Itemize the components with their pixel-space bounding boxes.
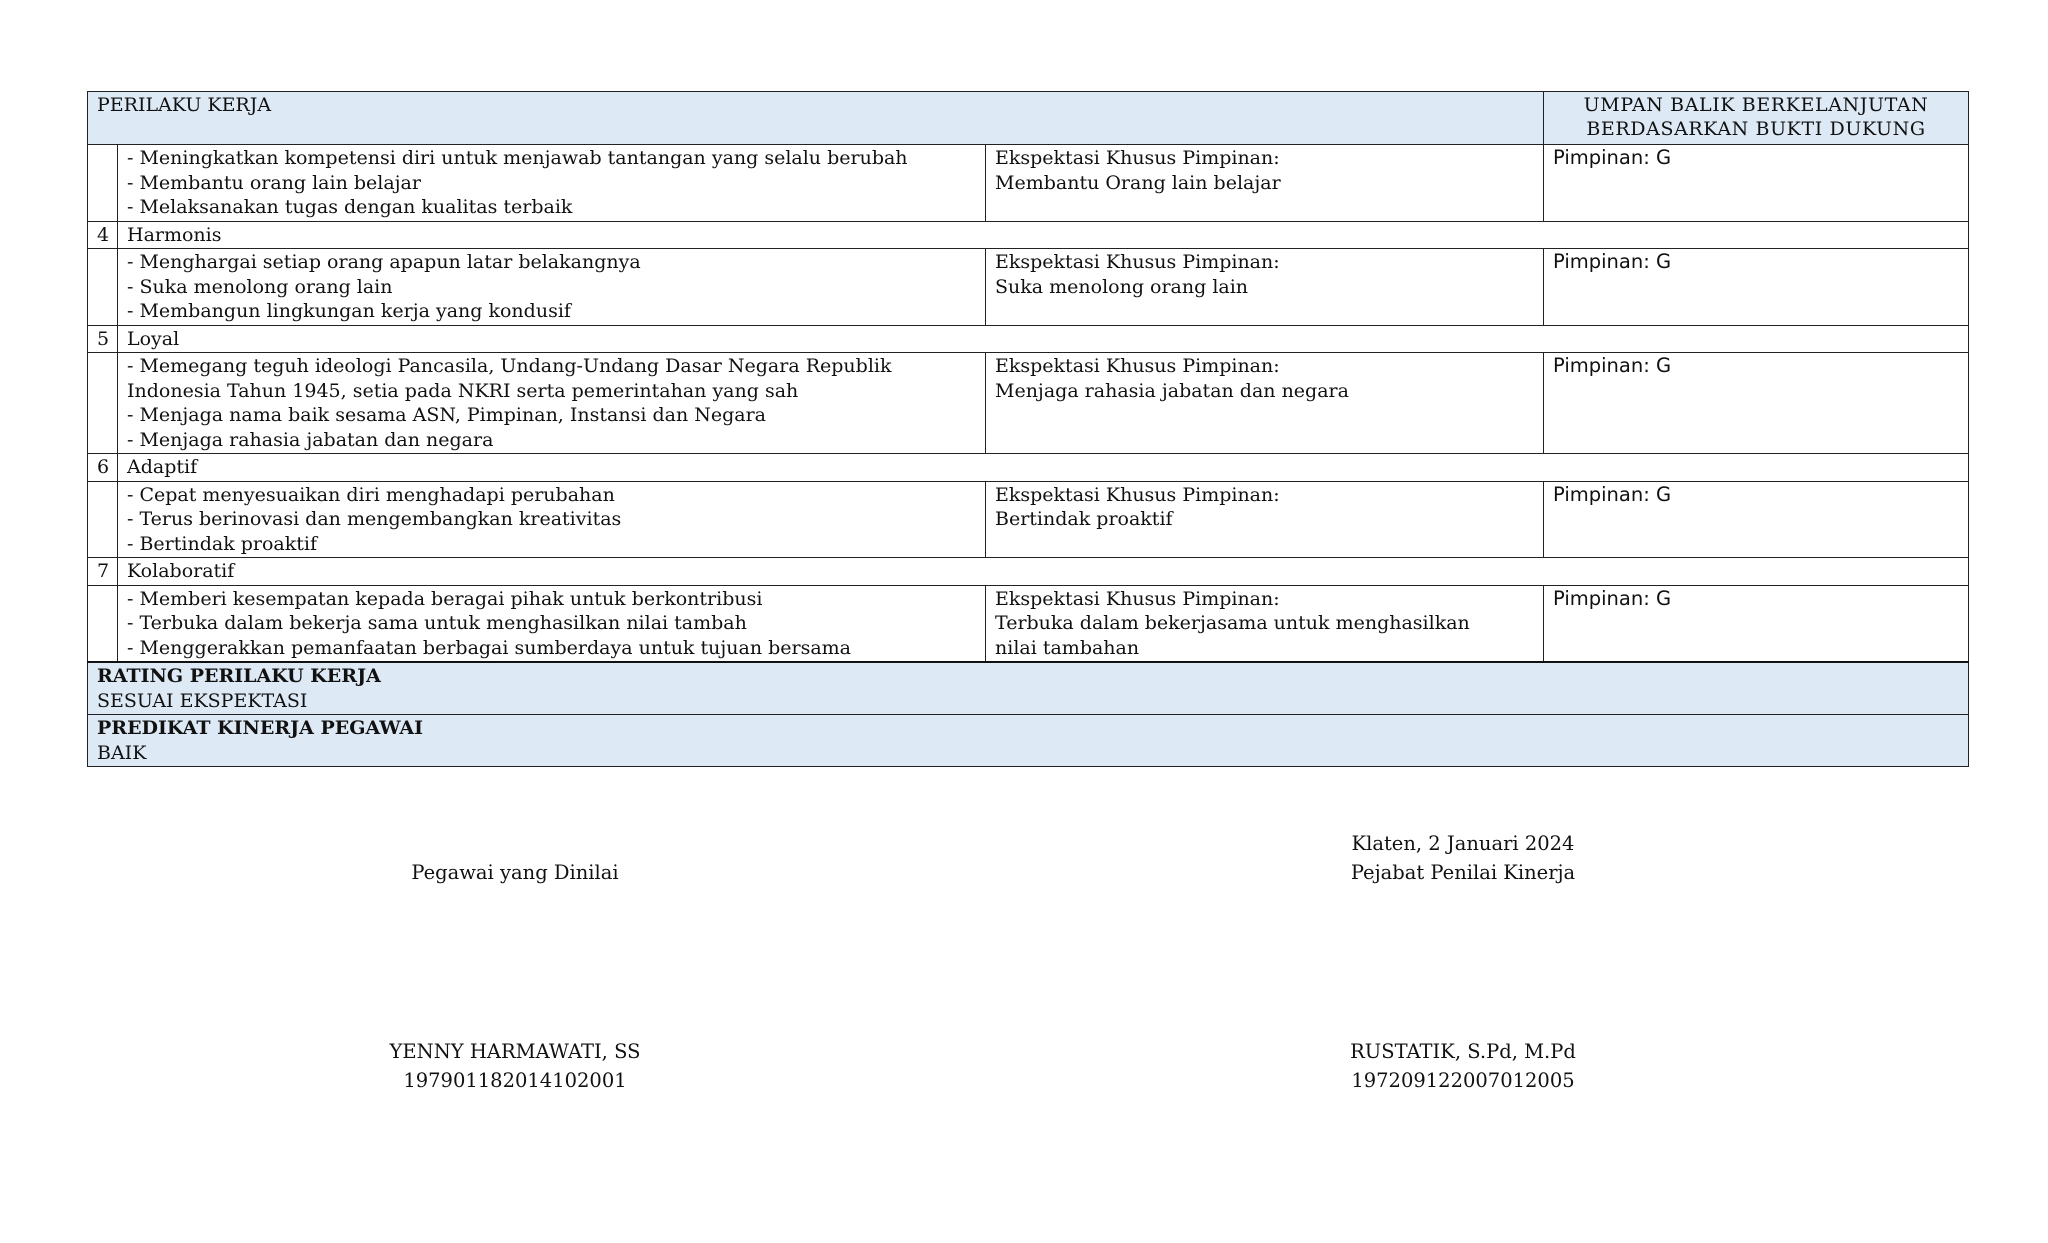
expectation-text: nilai tambahan [995, 636, 1140, 659]
feedback-cell: Pimpinan: G [1544, 481, 1969, 558]
behavior-detail-row [88, 145, 1969, 222]
number-cell [88, 585, 118, 662]
feedback-cell: Pimpinan: G [1544, 249, 1969, 326]
expectation-text: Menjaga rahasia jabatan dan negara [995, 379, 1349, 402]
behavior-item: - Menggerakkan pemanfaatan berbagai sumberdaya untuk tujuan bersama [127, 636, 852, 659]
behavior-item: - Terus berinovasi dan mengembangkan kreativitas [127, 508, 622, 530]
predikat-cell [88, 715, 1969, 767]
section-title-row [88, 454, 1969, 482]
section-number: 6 [88, 454, 118, 482]
behavior-items-cell [118, 249, 986, 326]
expectation-text: Suka menolong orang lain [995, 275, 1249, 298]
predikat-row [88, 715, 1969, 767]
behavior-item: - Memberi kesempatan kepada beragai pihak untuk berkontribusi [127, 587, 763, 610]
expectation-cell [986, 585, 1544, 662]
place-date: Klaten, 2 Januari 2024 [1351, 832, 1575, 855]
expectation-text: Bertindak proaktif [995, 508, 1173, 530]
behavior-items-cell [118, 145, 986, 222]
section-title: Adaptif [118, 454, 1969, 482]
number-cell [88, 353, 118, 454]
section-number: 7 [88, 558, 118, 586]
behavior-detail-row [88, 249, 1969, 326]
expectation-cell [986, 481, 1544, 558]
behavior-item: - Membantu orang lain belajar [127, 171, 421, 194]
behavior-item: - Menjaga rahasia jabatan dan negara [127, 428, 494, 451]
section-title: Loyal [118, 325, 1969, 353]
behavior-items-cell [118, 585, 986, 662]
number-cell [88, 145, 118, 222]
behavior-item: - Melaksanakan tugas dengan kualitas terbaik [127, 196, 573, 218]
rating-cell [88, 662, 1969, 715]
predikat-label: PREDIKAT KINERJA PEGAWAI [97, 717, 424, 739]
right-signer-role: Pejabat Penilai Kinerja [1350, 861, 1576, 884]
behavior-detail-row [88, 481, 1969, 558]
section-title: Harmonis [118, 221, 1969, 249]
behavior-item: - Memegang teguh ideologi Pancasila, Undang-Undang Dasar Negara Republik [127, 355, 892, 377]
section-number: 4 [88, 221, 118, 249]
feedback-cell: Pimpinan: G [1544, 353, 1969, 454]
number-cell [88, 249, 118, 326]
behavior-item: - Bertindak proaktif [127, 532, 318, 555]
behavior-detail-row [88, 585, 1969, 662]
expectation-label: Ekspektasi Khusus Pimpinan: [995, 587, 1280, 610]
section-number: 5 [88, 325, 118, 353]
rating-row [88, 662, 1969, 715]
behavior-detail-row [88, 353, 1969, 454]
header-feedback [1544, 92, 1969, 145]
left-signer-name: YENNY HARMAWATI, SS [389, 1040, 641, 1063]
rating-label: RATING PERILAKU KERJA [97, 665, 381, 687]
behavior-item: - Cepat menyesuaikan diri menghadapi perubahan [127, 483, 615, 506]
section-title-row [88, 558, 1969, 586]
expectation-label: Ekspektasi Khusus Pimpinan: [995, 147, 1280, 169]
right-signer-name: RUSTATIK, S.Pd, M.Pd [1350, 1040, 1576, 1063]
section-title-row [88, 325, 1969, 353]
table-body [88, 145, 1969, 663]
left-signer-role: Pegawai yang Dinilai [411, 861, 619, 884]
predikat-value: BAIK [97, 741, 147, 764]
expectation-label: Ekspektasi Khusus Pimpinan: [995, 483, 1280, 506]
header-feedback-line2: BERDASARKAN BUKTI DUKUNG [1586, 118, 1926, 140]
expectation-cell [986, 249, 1544, 326]
left-signer-nip: 197901182014102001 [403, 1069, 627, 1092]
expectation-cell [986, 353, 1544, 454]
feedback-cell: Pimpinan: G [1544, 585, 1969, 662]
rating-value: SESUAI EKSPEKTASI [97, 689, 308, 712]
section-title-row [88, 221, 1969, 249]
table-header-row [88, 92, 1969, 145]
behavior-item: - Terbuka dalam bekerja sama untuk menghasilkan nilai tambah [127, 612, 747, 634]
performance-table [87, 91, 1969, 767]
header-behavior: PERILAKU KERJA [88, 92, 1544, 145]
behavior-item: - Membangun lingkungan kerja yang kondusif [127, 300, 571, 322]
expectation-cell [986, 145, 1544, 222]
behavior-item: - Menghargai setiap orang apapun latar belakangnya [127, 251, 641, 273]
expectation-label: Ekspektasi Khusus Pimpinan: [995, 355, 1280, 377]
expectation-text: Membantu Orang lain belajar [995, 171, 1281, 194]
behavior-item: - Meningkatkan kompetensi diri untuk menjawab tantangan yang selalu berubah [127, 147, 908, 169]
expectation-label: Ekspektasi Khusus Pimpinan: [995, 251, 1280, 273]
behavior-item: - Menjaga nama baik sesama ASN, Pimpinan, Instansi dan Negara [127, 404, 766, 426]
header-feedback-line1: UMPAN BALIK BERKELANJUTAN [1583, 94, 1929, 116]
behavior-items-cell [118, 481, 986, 558]
expectation-text: Terbuka dalam bekerjasama untuk menghasilkan [995, 612, 1470, 634]
number-cell [88, 481, 118, 558]
behavior-item: - Suka menolong orang lain [127, 275, 393, 298]
feedback-cell: Pimpinan: G [1544, 145, 1969, 222]
behavior-items-cell [118, 353, 986, 454]
right-signer-nip: 197209122007012005 [1351, 1069, 1575, 1092]
section-title: Kolaboratif [118, 558, 1969, 586]
behavior-item: Indonesia Tahun 1945, setia pada NKRI serta pemerintahan yang sah [127, 379, 799, 402]
